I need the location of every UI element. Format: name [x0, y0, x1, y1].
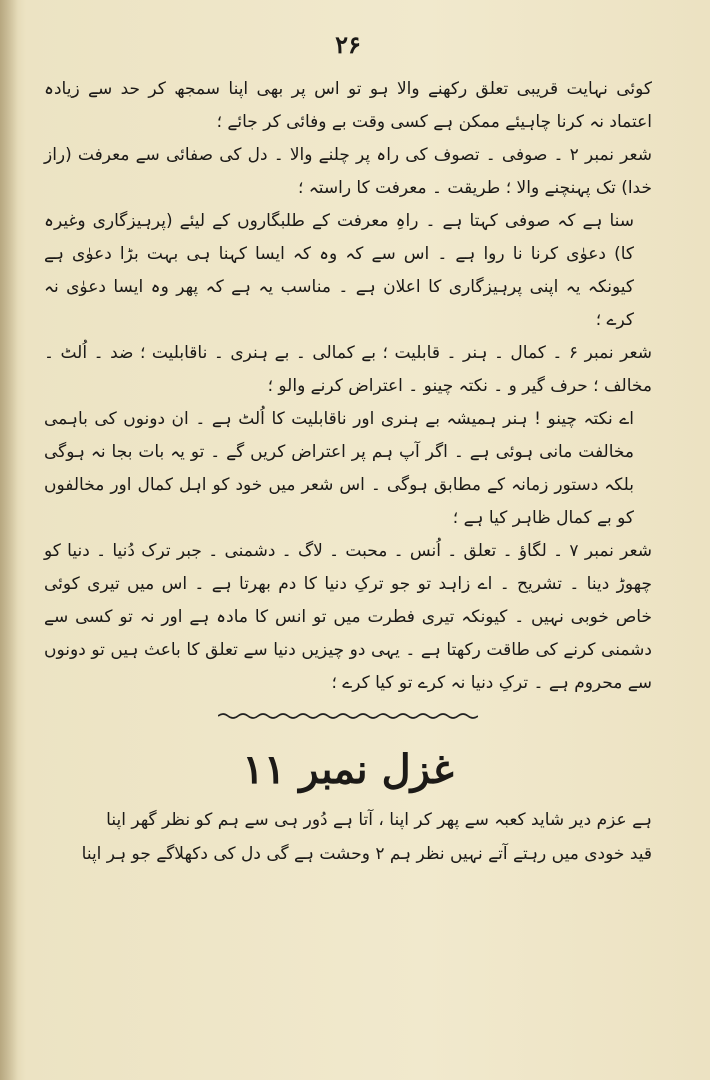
wavy-divider — [218, 712, 478, 720]
paragraph: اے نکتہ چینو ! ہنر ہمیشہ بے ہنری اور ناقابلیت کا اُلٹ ہے ۔ ان دونوں کی باہمی مخالفت مانی ہوئی ہے ۔ اگر آپ ہم پر اعتراض کریں گے ۔ تو یہ بات بجا نہ ہوگی بلکہ دستور زمانہ کے مطابق ہوگی ۔ اس شعر میں خود کو اہل کمال اور مخالفوں کو بے کمال ظاہر کیا ہے ؛ — [44, 409, 634, 528]
wavy-line-icon — [218, 712, 478, 720]
paragraph: شعر نمبر ۲ ۔ صوفی ۔ تصوف کی راہ پر چلنے والا ۔ دل کی صفائی سے معرفت (راز خدا) تک پہنچنے والا ؛ طریقت ۔ معرفت کا راستہ ؛ — [44, 145, 652, 198]
paragraph: سنا ہے کہ صوفی کہتا ہے ۔ راہِ معرفت کے طلبگاروں کے لیئے (پرہیزگاری وغیرہ کا) دعوٰی کرنا نا روا ہے ۔ اس سے کہ وہ کہ ایسا کہنا ہی بہت بڑا دعوٰی ہے کیونکہ یہ اپنی پرہیزگاری کا اعلان ہے ۔ مناسب یہ ہے کہ پھر وہ ایسا دعوٰی نہ کرے ؛ — [44, 211, 634, 330]
paragraph: شعر نمبر ۷ ۔ لگاؤ ۔ تعلق ۔ اُنس ۔ محبت ۔ لاگ ۔ دشمنی ۔ جبر ترک دُنیا ۔ دنیا کو چھوڑ دینا ۔ تشریح ۔ اے زاہد تو جو ترکِ دنیا کا دم بھرتا ہے ۔ اس میں تیری کوئی خاص خوبی نہیں ۔ کیونکہ تیری فطرت میں تو انس کا مادہ ہے اور نہ تو کسی سے دشمنی کرنے کی طاقت رکھتا ہے ۔ یہی دو چیزیں دنیا سے تعلق کا باعث ہیں تو دونوں سے محروم ہے ۔ ترکِ دنیا نہ کرے تو کیا کرے ؛ — [44, 541, 653, 693]
verse-line: ہے عزم دیر شاید کعبہ سے پھر کر اپنا ، آتا ہے دُور ہی سے ہم کو نظر گھر اپنا — [106, 810, 652, 830]
ghazal-title: غزل نمبر ۱۱ — [242, 746, 454, 793]
page-number: ۲۶ — [335, 30, 361, 59]
paragraph: شعر نمبر ۶ ۔ کمال ۔ ہنر ۔ قابلیت ؛ بے کمالی ۔ بے ہنری ۔ ناقابلیت ؛ ضد ۔ اُلٹ ۔ مخالف ؛ حرف گیر و ۔ نکتہ چینو ۔ اعتراض کرنے والو ؛ — [44, 343, 652, 396]
binding-shadow — [0, 0, 18, 1080]
paragraph: کوئی نہایت قریبی تعلق رکھنے والا ہو تو اس پر بھی اپنا سمجھ کر حد سے زیادہ اعتماد نہ کرنا چاہیئے ممکن ہے کسی وقت بے وفائی کر جائے ؛ — [44, 79, 652, 132]
verse-line: قید خودی میں رہتے آتے نہیں نظر ہم ۲ وحشت ہے گی دل کی دکھلاگے جو ہر اپنا — [81, 844, 652, 864]
commentary-text — [44, 73, 652, 700]
